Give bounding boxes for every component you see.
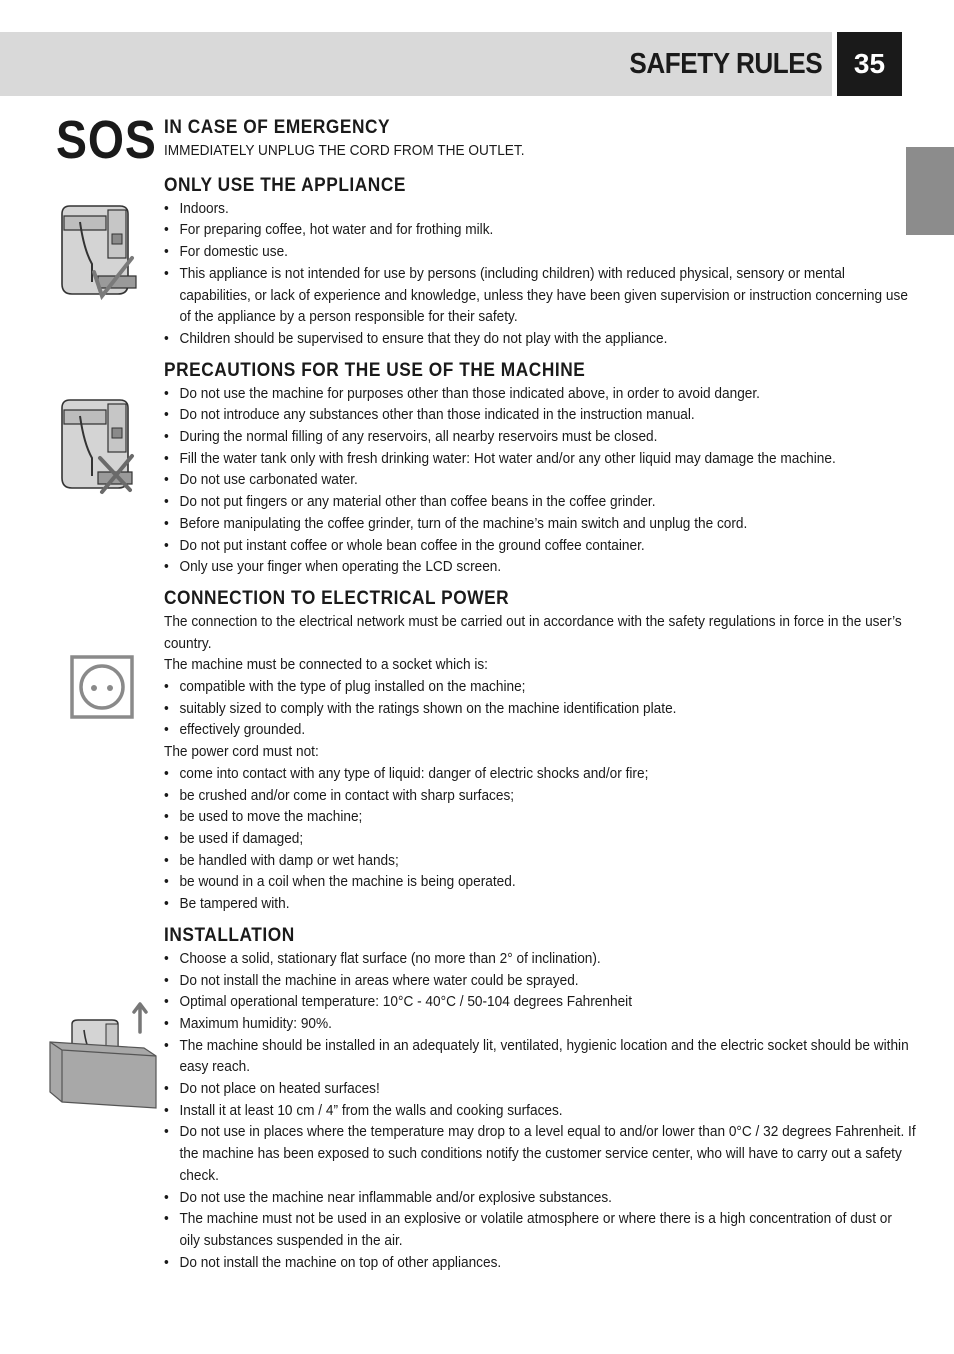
list-item: • suitably sized to comply with the ratings shown on the machine identification plate. [164, 698, 916, 720]
list-item: • be wound in a coil when the machine is being operated. [164, 871, 916, 893]
list-item: • During the normal filling of any reservoirs, all nearby reservoirs must be closed. [164, 426, 916, 448]
electrical-section [164, 587, 916, 915]
electrical-heading: CONNECTION TO ELECTRICAL POWER [164, 587, 510, 609]
installation-heading: INSTALLATION [164, 924, 295, 946]
sos-label: SOS [56, 110, 157, 170]
list-item: • be used to move the machine; [164, 806, 916, 828]
page-title: SAFETY RULES [629, 48, 822, 80]
electrical-intro: The connection to the electrical network must be carried out in accordance with the safety regulations in force in the user’s country. [164, 612, 902, 652]
list-item: • compatible with the type of plug installed on the machine; [164, 676, 916, 698]
only-use-list [164, 198, 916, 350]
cord-intro: The power cord must not: [164, 743, 319, 761]
list-item: • For domestic use. [164, 241, 916, 263]
list-item: • Do not put instant coffee or whole bean coffee in the ground coffee container. [164, 535, 916, 557]
list-item: • come into contact with any type of liquid: danger of electric shocks and/or fire; [164, 763, 916, 785]
list-item: • Do not install the machine in areas where water could be sprayed. [164, 970, 916, 992]
list-item: • Indoors. [164, 198, 916, 220]
socket-list [164, 676, 916, 741]
installation-icon [48, 1000, 158, 1112]
list-item: • Install it at least 10 cm / 4” from the walls and cooking surfaces. [164, 1100, 916, 1122]
socket-intro: The machine must be connected to a socket which is: [164, 656, 488, 674]
list-item: • This appliance is not intended for use by persons (including children) with reduced physical, sensory or mental capabilities, or lack of experience and knowledge, unless they have been given supervision or instruction concerning use of the appliance by a person responsible for their safety. [164, 263, 916, 328]
list-item: • For preparing coffee, hot water and for frothing milk. [164, 219, 916, 241]
installation-section [164, 924, 916, 1274]
list-item: • Do not use the machine near inflammable and/or explosive substances. [164, 1187, 916, 1209]
cord-list [164, 763, 916, 915]
list-item: • Do not use carbonated water. [164, 469, 916, 491]
list-item: • be crushed and/or come in contact with sharp surfaces; [164, 785, 916, 807]
list-item: • Be tampered with. [164, 893, 916, 915]
list-item: • Fill the water tank only with fresh drinking water: Hot water and/or any other liquid may damage the machine. [164, 448, 916, 470]
machine-check-icon [54, 200, 140, 304]
list-item: • Do not use in places where the temperature may drop to a level equal to and/or lower than 0°C / 32 degrees Fahrenheit. If the machine has been exposed to such conditions notify the customer service center, who will have to carry out a safety check. [164, 1121, 916, 1186]
precautions-section [164, 359, 916, 578]
emergency-section [164, 116, 916, 162]
only-use-section [164, 174, 916, 350]
list-item: • Maximum humidity: 90%. [164, 1013, 916, 1035]
list-item: • Do not install the machine on top of other appliances. [164, 1252, 916, 1274]
only-use-heading: ONLY USE THE APPLIANCE [164, 174, 406, 196]
content [164, 116, 916, 1282]
list-item: • Do not place on heated surfaces! [164, 1078, 916, 1100]
emergency-heading: IN CASE OF EMERGENCY [164, 117, 391, 138]
socket-icon [70, 655, 134, 719]
precautions-list [164, 383, 916, 578]
list-item: • Children should be supervised to ensure that they do not play with the appliance. [164, 328, 916, 350]
installation-list [164, 948, 916, 1274]
emergency-text: IMMEDIATELY UNPLUG THE CORD FROM THE OUTLET. [164, 142, 525, 159]
list-item: • Do not use the machine for purposes other than those indicated above, in order to avoid danger. [164, 383, 916, 405]
list-item: • effectively grounded. [164, 719, 916, 741]
list-item: • Before manipulating the coffee grinder, turn of the machine’s main switch and unplug the cord. [164, 513, 916, 535]
list-item: • Choose a solid, stationary flat surface (no more than 2° of inclination). [164, 948, 916, 970]
list-item: • The machine must not be used in an explosive or volatile atmosphere or where there is a high concentration of dust or oily substances suspended in the air. [164, 1208, 916, 1251]
list-item: • be handled with damp or wet hands; [164, 850, 916, 872]
list-item: • Do not put fingers or any material other than coffee beans in the coffee grinder. [164, 491, 916, 513]
list-item: • The machine should be installed in an adequately lit, ventilated, hygienic location and the electric socket should be within easy reach. [164, 1035, 916, 1078]
list-item: • be used if damaged; [164, 828, 916, 850]
list-item: • Optimal operational temperature: 10°C - 40°C / 50-104 degrees Fahrenheit [164, 991, 916, 1013]
list-item: • Only use your finger when operating the LCD screen. [164, 556, 916, 578]
precautions-heading: PRECAUTIONS FOR THE USE OF THE MACHINE [164, 359, 586, 381]
list-item: • Do not introduce any substances other than those indicated in the instruction manual. [164, 404, 916, 426]
page-number: 35 [837, 32, 902, 96]
machine-cross-icon [54, 394, 140, 498]
